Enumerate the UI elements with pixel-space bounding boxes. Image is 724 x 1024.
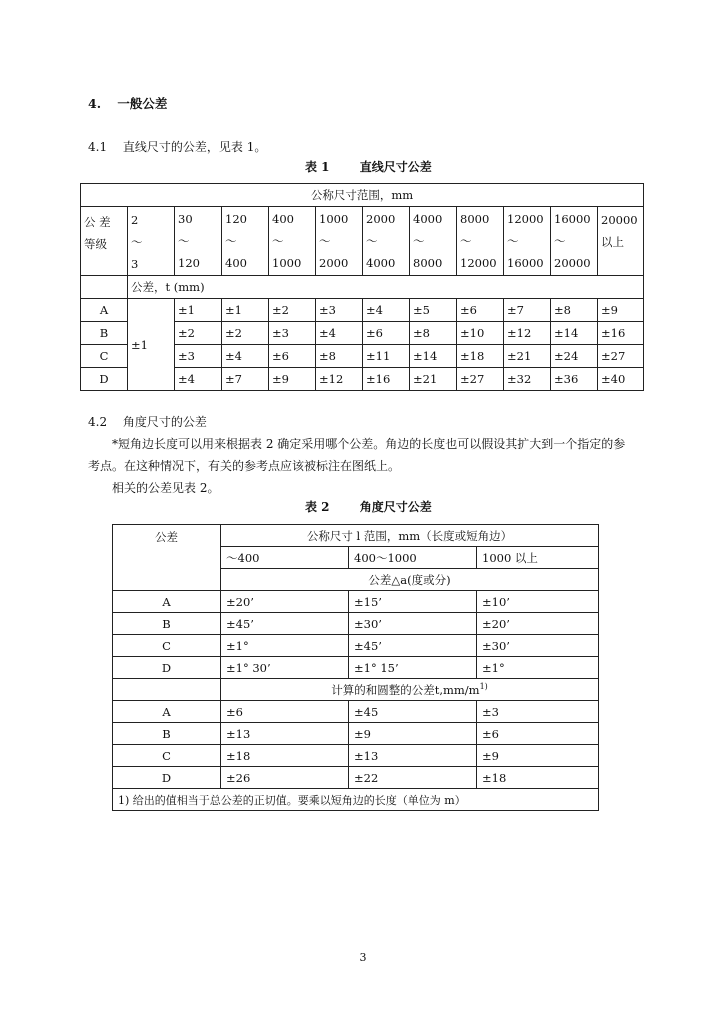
table2-nominal-header: 公称尺寸 l 范围，mm（长度或短角边） [221,525,599,547]
subsection-text: 直线尺寸的公差，见表 1。 [122,140,267,154]
table2-angle-header: 公差△a(度或分) [221,569,599,591]
grade-label: C [113,635,221,657]
table-row [113,701,599,723]
table-cell: ±14 [410,345,457,368]
section-number: 4. [88,96,102,111]
table1-range-cell: 16000 ～ 20000 [551,207,598,276]
table1-range-cell: 20000 以上 [598,207,644,276]
table-cell: ±4 [222,345,269,368]
table1 [80,183,644,391]
table-row [113,635,599,657]
table-cell: ±7 [504,299,551,322]
subsection-4-2 [88,413,207,430]
table1-range-cell: 1000 ～ 2000 [316,207,363,276]
table-cell: ±6 [457,299,504,322]
table2-calc-header: 计算的和圆整的公差$t,mm/m^{1)}$ [221,679,599,701]
table-row [113,613,599,635]
table-cell: ±10 [457,322,504,345]
table-cell: ±13 [349,745,477,767]
table1-range-cell: 4000 ～ 8000 [410,207,457,276]
grade-label: D [113,657,221,679]
table-cell: ±1° 30’ [221,657,349,679]
section-title: 一般公差 [117,96,168,111]
table-cell: ±10’ [477,591,599,613]
table1-range-cell: 12000 ～ 16000 [504,207,551,276]
table-cell: ±18 [221,745,349,767]
table-cell: ±4 [175,368,222,391]
table-cell: ±3 [269,322,316,345]
table1-grade-spacer [81,276,128,299]
subsection-number: 4.2 [88,415,108,429]
table-cell: ±3 [175,345,222,368]
subsection-4-1 [88,138,266,155]
paragraph-line: *短角边长度可以用来根据表 2 确定采用哪个公差。角边的长度也可以假设其扩大到一个指定的参 [112,437,626,451]
grade-label: C [81,345,128,368]
table-cell: ±4 [316,322,363,345]
table1-range-cell: 2000 ～ 4000 [363,207,410,276]
table-cell: ±1° 15’ [349,657,477,679]
footnote-ref: 1) [479,681,488,691]
table1-range-cell: 400 ～ 1000 [269,207,316,276]
grade-label: C [113,745,221,767]
table-cell: ±26 [221,767,349,789]
table-row [81,299,644,322]
table-cell: ±1 [222,299,269,322]
grade-label: A [113,701,221,723]
table1-caption [305,158,432,175]
table-cell: ±12 [316,368,363,391]
grade-label: B [81,322,128,345]
table-cell: ±20’ [221,591,349,613]
table1-range-cell: 30 ～ 120 [175,207,222,276]
table-cell: ±45’ [349,635,477,657]
table-cell: ±9 [598,299,644,322]
table-cell: ±14 [551,322,598,345]
table2-tol-label: 公差 [113,525,221,591]
table1-nominal-header: 公称尺寸范围，mm [81,184,644,207]
table1-range-cell: 8000 ～ 12000 [457,207,504,276]
table-cell: ±8 [410,322,457,345]
table-cell: ±5 [410,299,457,322]
grade-label: D [113,767,221,789]
paragraph-line: 相关的公差见表 2。 [112,481,220,495]
table-cell: ±8 [551,299,598,322]
table2-range-cell: 1000 以上 [477,547,599,569]
table-cell: ±2 [269,299,316,322]
table-cell: ±22 [349,767,477,789]
table2-caption-number: 表 2 [305,500,330,514]
table-cell: ±21 [410,368,457,391]
table-cell: ±6 [363,322,410,345]
table-cell: ±8 [316,345,363,368]
table-cell: ±1° [477,657,599,679]
table-row [113,723,599,745]
table1-first-col-value: ±1 [128,299,175,391]
table-cell: ±7 [222,368,269,391]
table2-range-cell: ～400 [221,547,349,569]
table1-grade-header: 公 差 等级 [81,207,128,276]
table2-footnote: 1) 给出的值相当于总公差的正切值。要乘以短角边的长度（单位为 m） [113,789,599,811]
table-cell: ±3 [477,701,599,723]
table-cell: ±9 [349,723,477,745]
table-cell: ±6 [477,723,599,745]
table2-caption-title: 角度尺寸公差 [359,500,432,514]
table-row [113,657,599,679]
table-cell: ±16 [598,322,644,345]
table-cell: ±30’ [349,613,477,635]
table-row [113,745,599,767]
table-cell: ±27 [457,368,504,391]
table2 [112,524,599,811]
table-row [113,591,599,613]
table1-range-cell: 2 ～ 3 [128,207,175,276]
table-cell: ±1 [175,299,222,322]
section-heading [88,94,167,112]
table-cell: ±4 [363,299,410,322]
table-cell: ±45’ [221,613,349,635]
table-cell: ±21 [504,345,551,368]
table-cell: ±13 [221,723,349,745]
subsection-title: 角度尺寸的公差 [122,415,207,429]
table-cell: ±6 [221,701,349,723]
table-cell: ±3 [316,299,363,322]
table-cell: ±18 [457,345,504,368]
table1-caption-number: 表 1 [305,160,330,174]
table-cell: ±30’ [477,635,599,657]
grade-label: D [81,368,128,391]
table-cell: ±20’ [477,613,599,635]
table-cell: ±15’ [349,591,477,613]
grade-label: A [81,299,128,322]
table1-tol-header: 公差，t (mm) [128,276,644,299]
table-cell: ±6 [269,345,316,368]
table1-range-cell: 120 ～ 400 [222,207,269,276]
table-cell: ±36 [551,368,598,391]
table-cell: ±11 [363,345,410,368]
table-cell: ±27 [598,345,644,368]
table-cell: ±18 [477,767,599,789]
subsection-number: 4.1 [88,140,108,154]
table-row [113,767,599,789]
grade-label: A [113,591,221,613]
table-cell: ±16 [363,368,410,391]
table-cell: ±1° [221,635,349,657]
table-cell: ±9 [477,745,599,767]
paragraph-line: 考点。在这种情况下，有关的参考点应该被标注在图纸上。 [88,459,401,473]
table-cell: ±40 [598,368,644,391]
table2-spacer-cell [113,679,221,701]
table-cell: ±24 [551,345,598,368]
table2-caption [305,498,432,515]
grade-label: B [113,613,221,635]
table-cell: ±32 [504,368,551,391]
page-number: 3 [359,951,367,964]
grade-label: B [113,723,221,745]
table-cell: ±2 [175,322,222,345]
table-cell: ±45 [349,701,477,723]
table2-range-cell: 400～1000 [349,547,477,569]
table1-caption-title: 直线尺寸公差 [359,160,432,174]
table-cell: ±9 [269,368,316,391]
table-cell: ±12 [504,322,551,345]
table-cell: ±2 [222,322,269,345]
